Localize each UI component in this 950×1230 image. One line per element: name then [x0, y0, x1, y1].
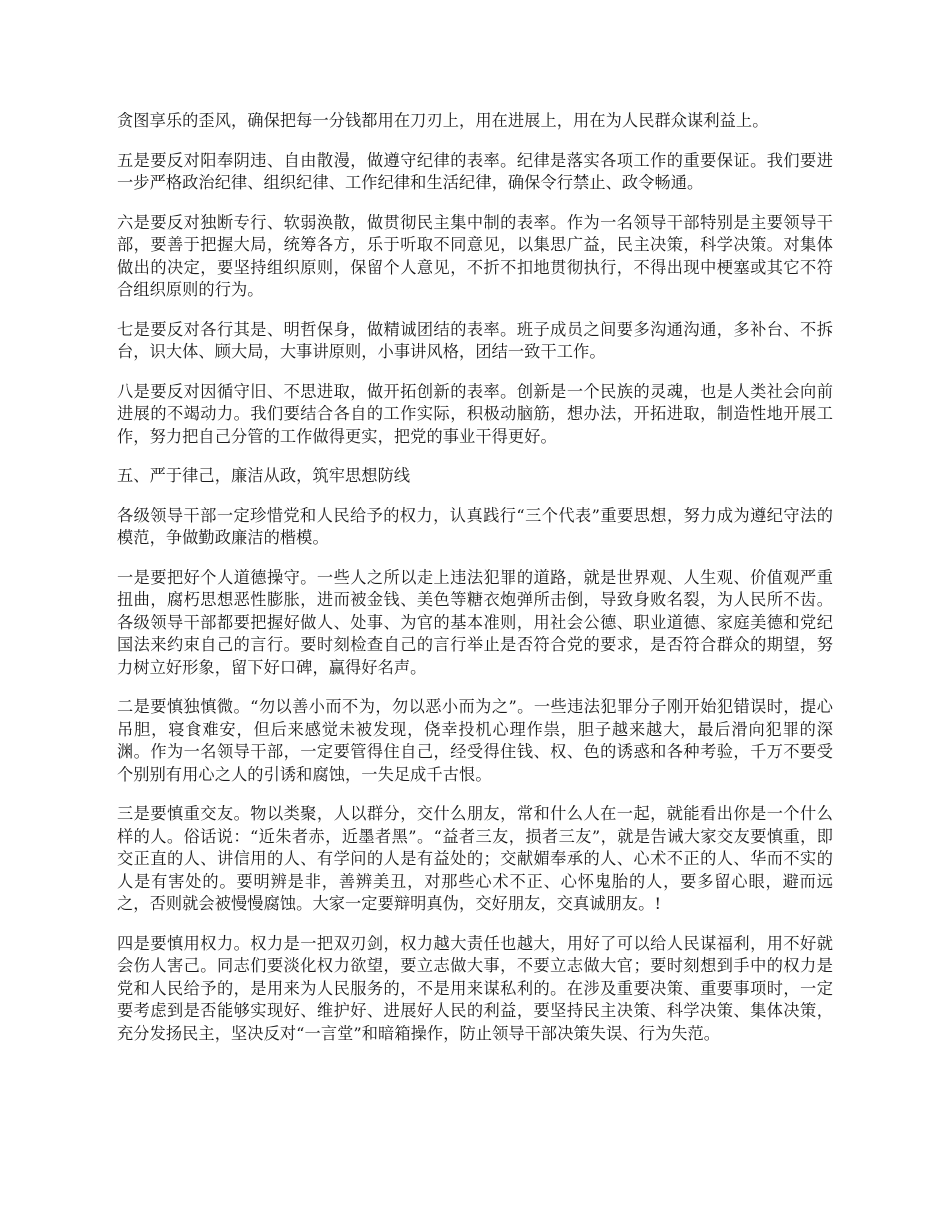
paragraph-continuation: 贪图享乐的歪风，确保把每一分钱都用在刀刃上，用在进展上，用在为人民群众谋利益上。 [117, 111, 769, 130]
paragraph-point-eight: 八是要反对因循守旧、不思进取，做开拓创新的表率。创新是一个民族的灵魂，也是人类社会向前进展的不竭动力。我们要结合各自的工作实际，积极动脑筋，想办法，开拓进取，制造性地开展工作，努力把自己分管的工作做得更实，把党的事业干得更好。 [117, 381, 833, 446]
paragraph-point-five: 五是要反对阳奉阴违、自由散漫，做遵守纪律的表率。纪律是落实各项工作的重要保证。我们要进一步严格政治纪律、组织纪律、工作纪律和生活纪律，确保令行禁止、政令畅通。 [117, 150, 833, 192]
paragraph-section-intro: 各级领导干部一定珍惜党和人民给予的权力，认真践行“三个代表”重要思想，努力成为遵纪守法的模范，争做勤政廉洁的楷模。 [117, 505, 833, 547]
paragraph-point-seven: 七是要反对各行其是、明哲保身，做精诚团结的表率。班子成员之间要多沟通沟通，多补台、不拆台，识大体、顾大局，大事讲原则，小事讲风格，团结一致干工作。 [117, 319, 833, 361]
paragraph-point-six: 六是要反对独断专行、软弱涣散，做贯彻民主集中制的表率。作为一名领导干部特别是主要领导干部，要善于把握大局，统筹各方，乐于听取不同意见，以集思广益，民主决策，科学决策。对集体做出的决定，要坚持组织原则，保留个人意见，不折不扣地贯彻执行，不得出现中梗塞或其它不符合组织原则的行为。 [117, 212, 833, 299]
section-heading: 五、严于律己，廉洁从政，筑牢思想防线 [117, 466, 411, 485]
paragraph-moral-conduct: 一是要把好个人道德操守。一些人之所以走上违法犯罪的道路，就是世界观、人生观、价值观严重扭曲，腐朽思想恶性膨胀，进而被金钱、美色等糖衣炮弹所击倒，导致身败名裂，为人民所不齿。各级领导干部都要把握好做人、处事、为官的基本准则，用社会公德、职业道德、家庭美德和党纪国法来约束自己的言行。要时刻检查自己的言行举止是否符合党的要求，是否符合群众的期望，努力树立好形象，留下好口碑，赢得好名声。 [117, 567, 833, 677]
paragraph-self-discipline: 二是要慎独慎微。“勿以善小而不为，勿以恶小而为之”。一些违法犯罪分子刚开始犯错误时，提心吊胆，寝食难安，但后来感觉未被发现，侥幸投机心理作祟，胆子越来越大，最后滑向犯罪的深渊。作为一名领导干部，一定要管得住自己，经受得住钱、权、色的诱惑和各种考验，千万不要受个别别有用心之人的引诱和腐蚀，一失足成千古恨。 [117, 697, 833, 784]
paragraph-careful-friendship: 三是要慎重交友。物以类聚，人以群分，交什么朋友，常和什么人在一起，就能看出你是一个什么样的人。俗话说：“近朱者赤，近墨者黑”。“益者三友，损者三友”，就是告诫大家交友要慎重，即交正直的人、讲信用的人、有学问的人是有益处的；交献媚奉承的人、心术不正的人、华而不实的人是有害处的。要明辨是非，善辨美丑，对那些心术不正、心怀鬼胎的人，要多留心眼，避而远之，否则就会被慢慢腐蚀。大家一定要辩明真伪，交好朋友，交真诚朋友。! [117, 804, 833, 913]
paragraph-careful-power: 四是要慎用权力。权力是一把双刃剑，权力越大责任也越大，用好了可以给人民谋福利，用不好就会伤人害己。同志们要淡化权力欲望，要立志做大事，不要立志做大官；要时刻想到手中的权力是党和人民给予的，是用来为人民服务的，不是用来谋私利的。在涉及重要决策、重要事项时，一定要考虑到是否能够实现好、维护好、进展好人民的利益，要坚持民主决策、科学决策、集体决策，充分发扬民主，坚决反对“一言堂”和暗箱操作，防止领导干部决策失误、行为失范。 [117, 933, 833, 1043]
